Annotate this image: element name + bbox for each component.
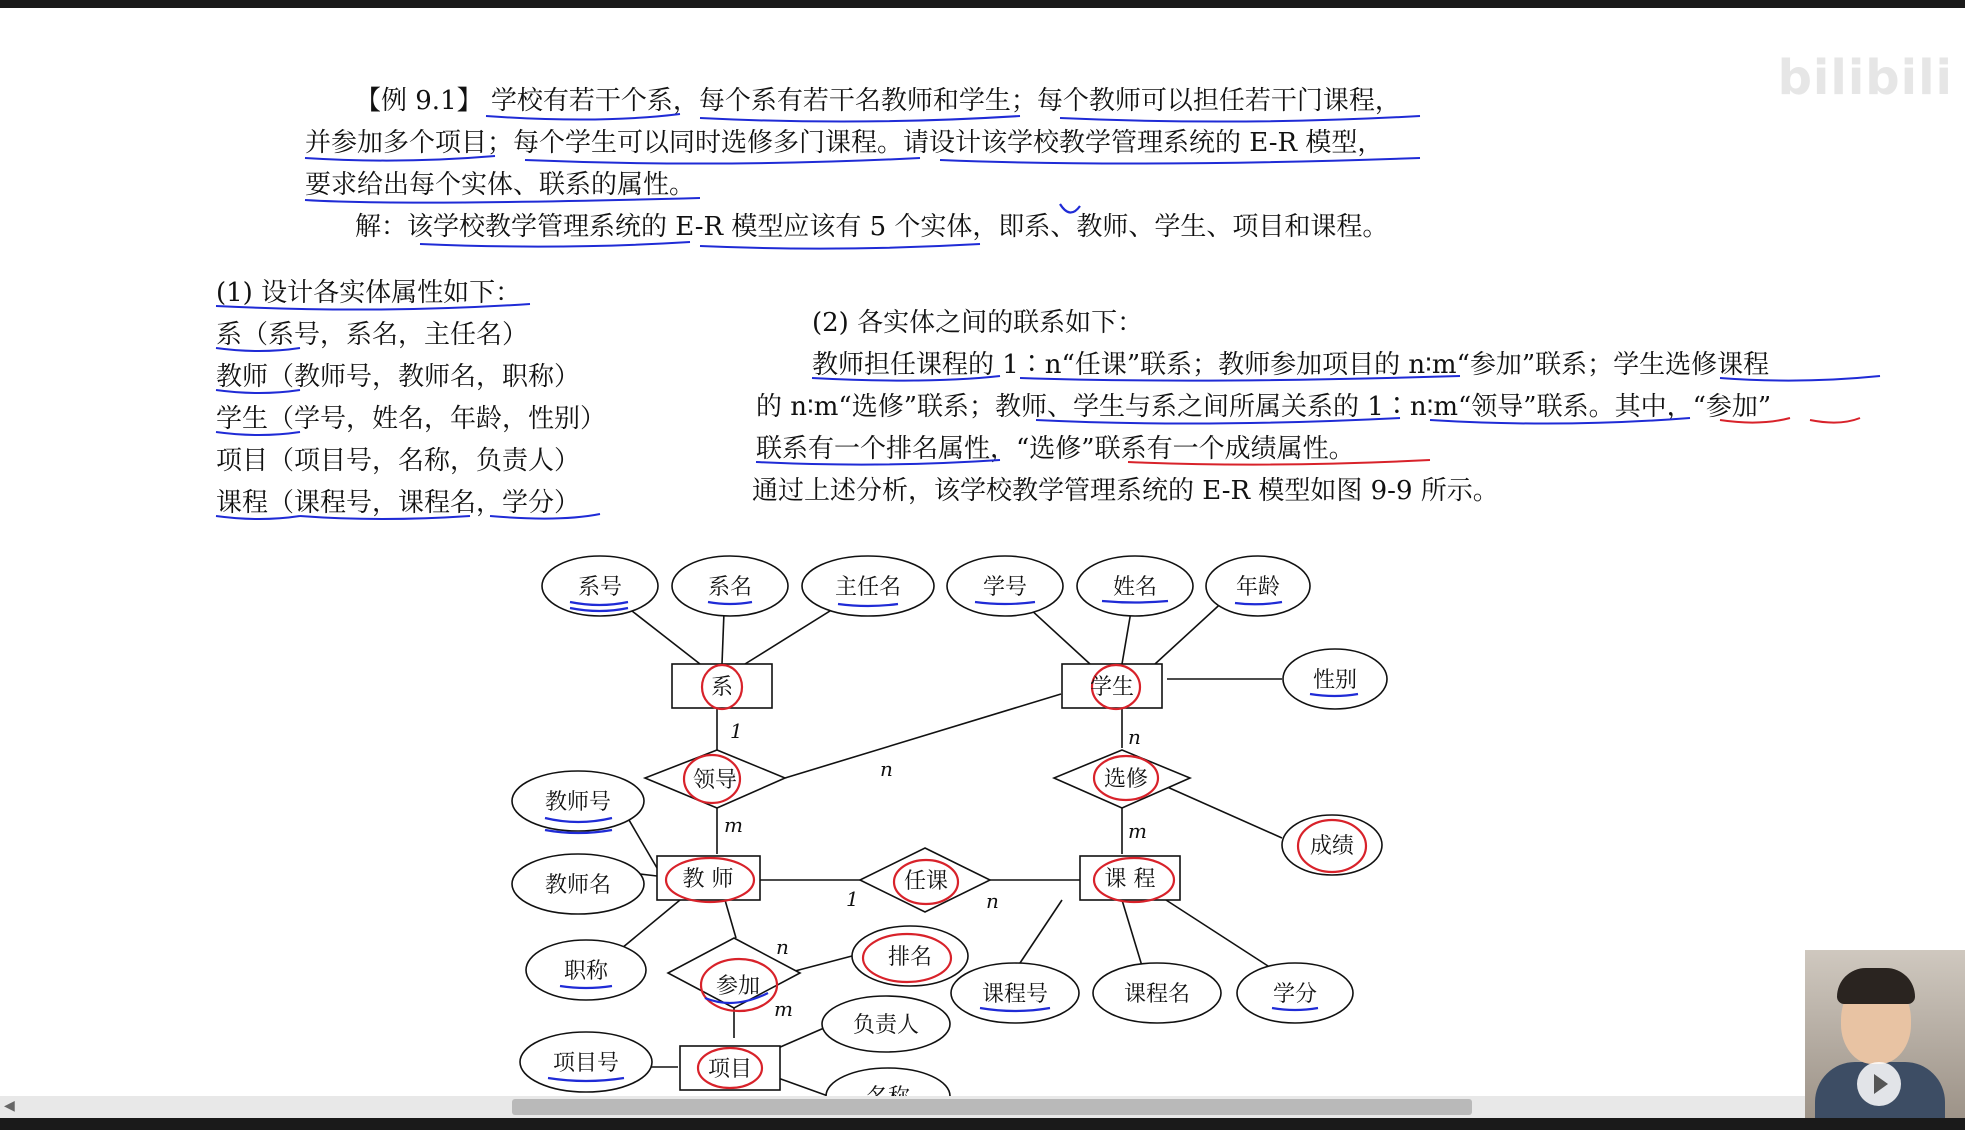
problem-line-3: 要求给出每个实体、联系的属性。 xyxy=(305,170,696,200)
attr-project-no: 项目号 xyxy=(552,1051,620,1076)
attr-student-name: 姓名 xyxy=(1112,575,1158,600)
entity-attr-line-5: 课程（课程号，课程名，学分） xyxy=(216,488,581,518)
problem-line-1: 【例 9.1】 学校有若干个系，每个系有若干名教师和学生；每个教师可以担任若干门课程， xyxy=(355,86,1401,116)
bilibili-watermark: bilibili xyxy=(1777,50,1953,106)
scroll-left-arrow-icon[interactable]: ◀ xyxy=(4,1098,15,1114)
entity-student: 学生 xyxy=(1089,675,1135,700)
card-lead-teacher: m xyxy=(724,813,743,837)
text-annotations xyxy=(0,8,1965,1118)
attr-teacher-no: 教师号 xyxy=(544,790,612,815)
card-lead-student: n xyxy=(880,757,893,781)
rel-join: 参加 xyxy=(715,974,761,999)
entity-attr-line-4: 项目（项目号，名称，负责人） xyxy=(216,446,581,476)
card-student-enroll: n xyxy=(1128,725,1141,749)
slide-page xyxy=(0,8,1965,1118)
entity-attr-line-2: 教师（教师号，教师名，职称） xyxy=(216,362,581,392)
attr-course-no: 课程号 xyxy=(981,982,1049,1007)
webcam-overlay xyxy=(1805,950,1965,1118)
card-enroll-course: m xyxy=(1128,819,1147,843)
attr-credit: 学分 xyxy=(1272,982,1318,1007)
attr-dept-name: 系名 xyxy=(707,575,753,600)
entity-teacher: 教 师 xyxy=(682,867,734,892)
attr-gender: 性别 xyxy=(1312,668,1358,693)
relations-line-2: 的 n∶m“选修”联系；教师、学生与系之间所属关系的 1∶n∶m“领导”联系。其中，“参加” xyxy=(756,392,1772,422)
relations-heading: (2) 各实体之间的联系如下： xyxy=(812,308,1144,338)
card-teacher-join: n xyxy=(776,935,789,959)
entity-attr-line-3: 学生（学号，姓名，年龄，性别） xyxy=(216,404,607,434)
attr-student-no: 学号 xyxy=(982,575,1028,600)
entity-course: 课 程 xyxy=(1104,867,1156,892)
attr-leader: 负责人 xyxy=(852,1013,920,1038)
entity-attr-line-1: 系（系号，系名，主任名） xyxy=(216,320,529,350)
attr-course-name: 课程名 xyxy=(1123,982,1191,1007)
rel-lead: 领导 xyxy=(692,768,738,793)
conclusion-line: 通过上述分析，该学校教学管理系统的 E-R 模型如图 9-9 所示。 xyxy=(752,476,1499,506)
relations-line-1: 教师担任课程的 1∶n“任课”联系；教师参加项目的 n∶m“参加”联系；学生选修课程 xyxy=(812,350,1770,380)
attr-grade: 成绩 xyxy=(1309,834,1355,859)
attr-dept-no: 系号 xyxy=(577,575,623,600)
solution-line: 解：该学校教学管理系统的 E-R 模型应该有 5 个实体，即系、教师、学生、项目和课程。 xyxy=(355,212,1389,242)
card-dept-lead: 1 xyxy=(730,719,743,743)
rel-teach: 任课 xyxy=(903,869,949,894)
rel-enroll: 选修 xyxy=(1103,767,1149,792)
card-join-project: m xyxy=(774,997,793,1021)
card-teacher-teach: 1 xyxy=(846,887,859,911)
play-icon[interactable] xyxy=(1857,1062,1901,1106)
attr-age: 年龄 xyxy=(1235,575,1281,600)
attr-rank: 排名 xyxy=(887,945,933,970)
horizontal-scrollbar[interactable] xyxy=(0,1096,1965,1118)
presenter-hair xyxy=(1837,968,1915,1004)
relations-line-3: 联系有一个排名属性，“选修”联系有一个成绩属性。 xyxy=(756,434,1355,464)
entities-heading: (1) 设计各实体属性如下： xyxy=(216,278,522,308)
card-teach-course: n xyxy=(986,889,999,913)
entity-dept: 系 xyxy=(710,675,734,700)
scrollbar-thumb[interactable] xyxy=(512,1099,1472,1115)
attr-director: 主任名 xyxy=(834,575,902,600)
problem-line-2: 并参加多个项目；每个学生可以同时选修多门课程。请设计该学校教学管理系统的 E-R 模型， xyxy=(305,128,1384,158)
entity-project: 项目 xyxy=(707,1057,753,1082)
attr-title: 职称 xyxy=(563,959,609,984)
attr-teacher-name: 教师名 xyxy=(544,873,612,898)
